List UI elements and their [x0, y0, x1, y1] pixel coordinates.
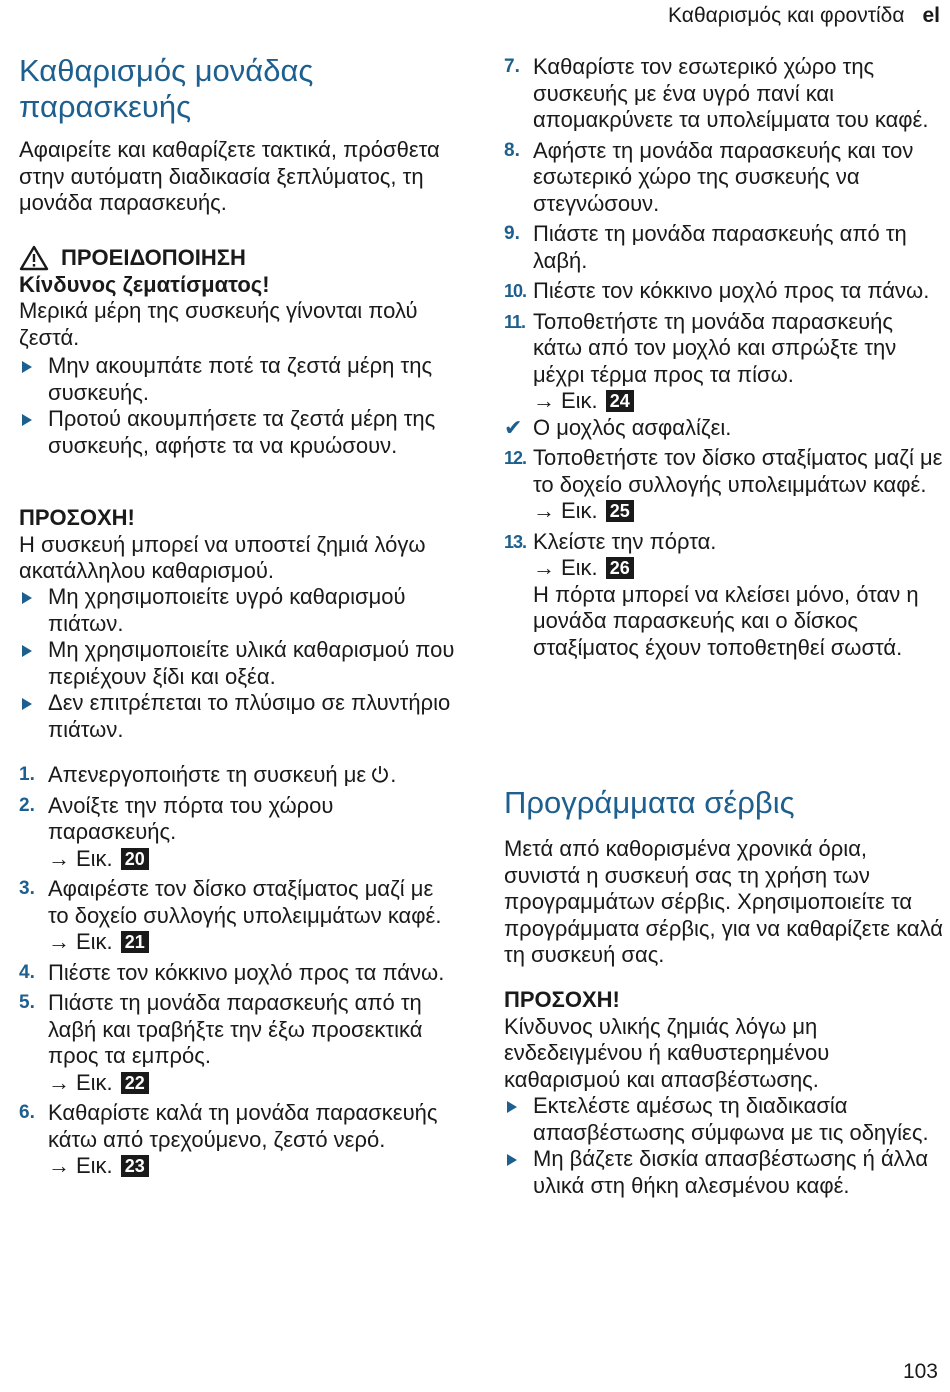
caution-block	[19, 505, 459, 585]
figure-number-badge: 21	[121, 931, 149, 953]
arrow-right-icon: →	[48, 929, 70, 954]
figure-number-badge: 23	[121, 1155, 149, 1177]
figure-reference: → Εικ. 20	[48, 846, 459, 873]
step-note: Η πόρτα μπορεί να κλείσει μόνο, όταν η μονάδα παρασκευής και ο δίσκος σταξίματος έχουν τοποθετηθεί σωστά.	[533, 581, 919, 660]
list-item: Μην ακουμπάτε ποτέ τα ζεστά μέρη της συσκευής.	[19, 353, 459, 406]
figure-reference: → Εικ. 21	[48, 929, 459, 956]
checkmark-icon: ✔	[504, 414, 523, 440]
step-6: 6. Καθαρίστε καλά τη μονάδα παρασκευής κάτω από τρεχούμενο, ζεστό νερό. → Εικ. 23	[19, 1100, 459, 1180]
service-intro-text: Μετά από καθορισμένα χρονικά όρια, συνιστά η συσκευή σας τη χρήση των προγραμμάτων σέρβις. Χρησιμοποιείτε τα προγράμματα σέρβις, για να καθαρίζετε καλά τη συσκευή σας.	[504, 836, 944, 967]
bullet-arrow-icon	[22, 414, 32, 426]
figure-number-badge: 24	[606, 390, 634, 412]
bullet-arrow-icon	[22, 645, 32, 657]
arrow-right-icon: →	[533, 498, 555, 523]
intro-text: Αφαιρείτε και καθαρίζετε τακτικά, πρόσθετα στην αυτόματη διαδικασία ξεπλύματος, τη μονάδα παρασκευής.	[19, 137, 440, 215]
figure-reference: → Εικ. 22	[48, 1070, 459, 1097]
step-10: 10. Πιέστε τον κόκκινο μοχλό προς τα πάνω.	[504, 278, 930, 303]
arrow-right-icon: →	[48, 845, 70, 871]
arrow-right-icon: →	[48, 1153, 70, 1178]
figure-number-badge: 26	[606, 557, 634, 579]
section-title-brewing-unit: Καθαρισμός μονάδας παρασκευής	[19, 53, 314, 124]
step-13: 13. Κλείστε την πόρτα. → Εικ. 26 Η πόρτα μπορεί να κλείσει μόνο, όταν η μονάδα παρασκευής και ο δίσκος σταξίματος έχουν τοποθετηθεί σωστά.	[504, 529, 944, 662]
bullet-arrow-icon	[22, 698, 32, 710]
figure-reference: → Εικ. 23	[48, 1153, 459, 1180]
list-item: Μη βάζετε δισκία απασβέστωσης ή άλλα υλικά στη θήκη αλεσμένου καφέ.	[504, 1146, 944, 1199]
step-5: 5. Πιάστε τη μονάδα παρασκευής από τη λαβή και τραβήξτε την έξω προσεκτικά προς τα εμπρός. → Εικ. 22	[19, 990, 459, 1096]
figure-reference: → Εικ. 25	[533, 498, 944, 525]
arrow-right-icon: →	[533, 555, 555, 580]
figure-number-badge: 25	[606, 500, 634, 522]
warning-block	[19, 245, 459, 351]
step-12: 12. Τοποθετήστε τον δίσκο σταξίματος μαζί με το δοχείο συλλογής υπολειμμάτων καφέ. → Εικ. 25	[504, 445, 943, 523]
step-11: 11. Τοποθετήστε τη μονάδα παρασκευής κάτω από τον μοχλό και σπρώξτε την μέχρι τέρμα προς τα πίσω. → Εικ. 24	[504, 309, 944, 415]
page-number: 103	[902, 1360, 938, 1383]
bullet-arrow-icon	[507, 1154, 517, 1166]
bullet-arrow-icon	[22, 592, 32, 604]
step-2: 2. Ανοίξτε την πόρτα του χώρου παρασκευής. → Εικ. 20	[19, 793, 459, 873]
arrow-right-icon: →	[533, 388, 555, 413]
steps-list-left	[19, 762, 459, 1180]
list-item: Εκτελέστε αμέσως τη διαδικασία απασβέστωσης σύμφωνα με τις οδηγίες.	[504, 1093, 944, 1146]
caution-text: Η συσκευή μπορεί να υποστεί ζημιά λόγω ακατάλληλου καθαρισμού.	[19, 531, 426, 583]
service-caution-bullets	[504, 1093, 944, 1199]
step-9: 9. Πιάστε τη μονάδα παρασκευής από τη λαβή.	[504, 221, 907, 273]
warning-bullets	[19, 353, 459, 459]
list-item: Προτού ακουμπήσετε τα ζεστά μέρη της συσκευής, αφήστε τα να κρυώσουν.	[19, 406, 459, 459]
figure-reference: → Εικ. 24	[533, 388, 944, 415]
warning-text: Μερικά μέρη της συσκευής γίνονται πολύ ζεστά.	[19, 298, 418, 350]
bullet-arrow-icon	[507, 1101, 517, 1113]
step-3: 3. Αφαιρέστε τον δίσκο σταξίματος μαζί με το δοχείο συλλογής υπολειμμάτων καφέ. → Εικ. 21	[19, 876, 459, 956]
caution-bullets	[19, 584, 459, 743]
step-4: 4. Πιέστε τον κόκκινο μοχλό προς τα πάνω.	[19, 959, 445, 985]
section-title-service-programs: Προγράμματα σέρβις	[504, 785, 795, 820]
caution-heading: ΠΡΟΣΟΧΗ!	[19, 505, 135, 530]
running-header	[668, 4, 940, 28]
step-7: 7. Καθαρίστε τον εσωτερικό χώρο της συσκευής με ένα υγρό πανί και απομακρύνετε τα υπολείμματα του καφέ.	[504, 54, 929, 132]
result-item: ✔ Ο μοχλός ασφαλίζει.	[504, 414, 732, 440]
list-item: Μη χρησιμοποιείτε υλικά καθαρισμού που περιέχουν ξίδι και οξέα.	[19, 637, 459, 690]
warning-label: ΠΡΟΕΙΔΟΠΟΙΗΣΗ	[61, 245, 246, 270]
warning-triangle-icon	[19, 245, 49, 271]
power-icon	[370, 764, 390, 784]
arrow-right-icon: →	[48, 1069, 70, 1095]
caution-heading: ΠΡΟΣΟΧΗ!	[504, 987, 620, 1012]
header-section: Καθαρισμός και φροντίδα	[668, 4, 905, 27]
bullet-arrow-icon	[22, 361, 32, 373]
list-item: Μη χρησιμοποιείτε υγρό καθαρισμού πιάτων.	[19, 584, 459, 637]
step-8: 8. Αφήστε τη μονάδα παρασκευής και τον εσωτερικό χώρο της συσκευής να στεγνώσουν.	[504, 137, 914, 216]
service-caution-block	[504, 987, 944, 1093]
step-1: 1. Απενεργοποιήστε τη συσκευή με .	[19, 762, 397, 787]
warning-heading: Κίνδυνος ζεματίσματος!	[19, 271, 270, 297]
caution-text: Κίνδυνος υλικής ζημιάς λόγω μη ενδεδειγμένου ή καθυστερημένου καθαρισμού και απασβέστωσης.	[504, 1013, 830, 1092]
steps-list-right	[504, 54, 944, 661]
figure-reference: → Εικ. 26	[533, 555, 944, 582]
figure-number-badge: 22	[121, 1072, 149, 1094]
list-item: Δεν επιτρέπεται το πλύσιμο σε πλυντήριο πιάτων.	[19, 690, 459, 743]
figure-number-badge: 20	[121, 848, 149, 870]
language-code: el	[922, 4, 940, 27]
